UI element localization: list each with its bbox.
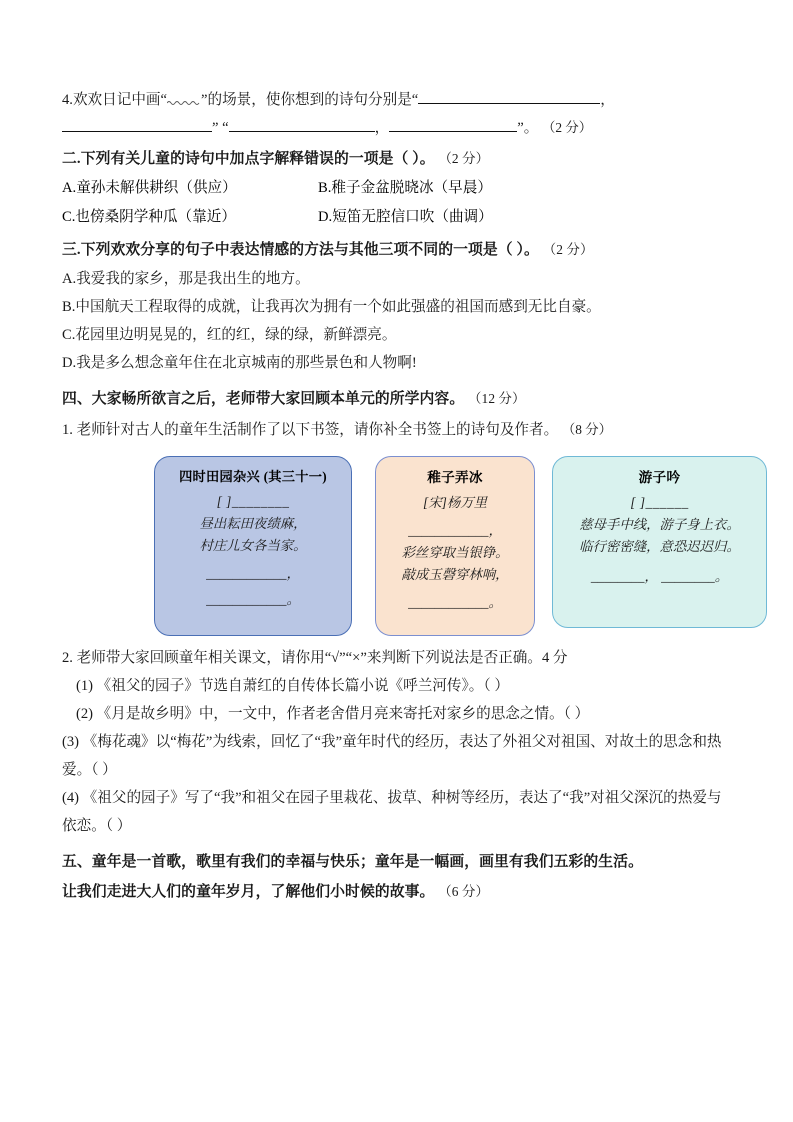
question-4-line-1: 4.欢欢日记中画“ ”的场景，使你想到的诗句分别是“ ， bbox=[62, 86, 734, 114]
bookmark-author-blank[interactable]: [ ]______ bbox=[630, 495, 689, 510]
bookmark-card[interactable] bbox=[154, 456, 352, 636]
section-3-points: （2 分） bbox=[542, 242, 594, 257]
bookmark-title: 稚子弄冰 bbox=[427, 470, 483, 485]
section-4-q1-row bbox=[62, 416, 734, 444]
section-2-points: （2 分） bbox=[438, 151, 490, 166]
answer-blank[interactable] bbox=[62, 116, 212, 132]
exam-content bbox=[62, 86, 740, 907]
bookmark-title: 游子吟 bbox=[638, 470, 681, 485]
section-4-q2-item[interactable]: (2) 《月是故乡明》中，一文中，作者老舍借月亮来寄托对家乡的思念之情。（ ） bbox=[76, 706, 590, 722]
section-2-option-a[interactable]: A.童孙未解供耕织（供应） bbox=[62, 180, 237, 196]
wavy-underline-icon bbox=[167, 92, 201, 106]
section-2-heading-row bbox=[62, 144, 734, 174]
answer-blank[interactable] bbox=[229, 116, 375, 132]
bookmark-card[interactable] bbox=[552, 456, 767, 628]
bookmark-poem-line: 慈母手中线，游子身上衣。 bbox=[579, 517, 740, 532]
section-3-option-c[interactable]: C.花园里边明晃晃的，红的红，绿的绿，新鲜漂亮。 bbox=[62, 327, 397, 343]
section-5-heading-row-2 bbox=[62, 877, 734, 907]
question-4-line-2 bbox=[62, 114, 734, 142]
bookmark-card-group bbox=[62, 454, 740, 640]
section-4-q2-item[interactable]: (3) 《梅花魂》以“梅花”为线索，回忆了“我”童年时代的经历，表达了外祖父对祖国、对故土的思念和热爱。（ ） bbox=[62, 734, 722, 778]
bookmark-poem-line: 临行密密缝，意恐迟迟归。 bbox=[579, 539, 740, 554]
section-4-q2-text: 2. 老师带大家回顾童年相关课文，请你用“√”“×”来判断下列说法是否正确。4 分 bbox=[62, 650, 568, 666]
section-4-q2-item[interactable]: (4) 《祖父的园子》写了“我”和祖父在园子里栽花、拔草、种树等经历，表达了“我”对祖父深沉的热爱与依恋。（ ） bbox=[62, 790, 722, 834]
section-4-q2-item[interactable]: (1) 《祖父的园子》节选自萧红的自传体长篇小说《呼兰河传》。（ ） bbox=[76, 678, 509, 694]
question-4-middle: ”的场景，使你想到的诗句分别是“ bbox=[201, 92, 419, 108]
section-3-heading-row bbox=[62, 235, 734, 265]
bookmark-card[interactable] bbox=[375, 456, 535, 636]
section-2-option-d[interactable]: D.短笛无腔信口吹（曲调） bbox=[318, 209, 493, 225]
answer-blank[interactable] bbox=[418, 88, 600, 104]
section-2-option-row bbox=[62, 174, 734, 203]
bookmark-poem-line: 敲成玉磬穿林响， bbox=[401, 567, 509, 582]
section-4-q1-text: 1. 老师针对古人的童年生活制作了以下书签，请你补全书签上的诗句及作者。 bbox=[62, 422, 559, 438]
bookmark-poem-line: 昼出耘田夜绩麻， bbox=[199, 516, 307, 531]
bookmark-body bbox=[155, 491, 351, 611]
bookmark-answer-blank[interactable]: ____________， bbox=[206, 566, 300, 581]
bookmark-body bbox=[376, 492, 534, 614]
bookmark-poem-line: 村庄儿女各当家。 bbox=[199, 538, 307, 553]
section-5-points: （6 分） bbox=[438, 884, 489, 899]
section-5-heading-line-1: 五、童年是一首歌，歌里有我们的幸福与快乐；童年是一幅画，画里有我们五彩的生活。 bbox=[62, 854, 643, 870]
question-4-line2-a: ” “ bbox=[212, 120, 229, 136]
section-3-option-d[interactable]: D.我是多么想念童年住在北京城南的那些景色和人物啊! bbox=[62, 355, 417, 371]
section-4-points: （12 分） bbox=[468, 391, 526, 406]
question-4-points: （2 分） bbox=[541, 120, 593, 135]
bookmark-answer-blank[interactable]: ____________。 bbox=[206, 592, 300, 607]
question-4-prefix: 4.欢欢日记中画“ bbox=[62, 92, 167, 108]
section-2-option-c[interactable]: C.也傍桑阴学种瓜（靠近） bbox=[62, 209, 236, 225]
bookmark-answer-blank[interactable]: ____________。 bbox=[408, 595, 502, 610]
bookmark-title: 四时田园杂兴 (其三十一) bbox=[179, 469, 327, 484]
section-4-heading-row bbox=[62, 384, 734, 414]
section-3-heading: 三.下列欢欢分享的句子中表达情感的方法与其他三项不同的一项是（ ）。 bbox=[62, 242, 539, 258]
section-2-heading: 二.下列有关儿童的诗句中加点字解释错误的一项是（ ）。 bbox=[62, 151, 435, 167]
section-2-option-row bbox=[62, 203, 734, 232]
section-4-q1-points: （8 分） bbox=[561, 422, 613, 437]
question-4-line2-b: ， bbox=[374, 120, 390, 136]
bookmark-answer-blank[interactable]: ____________， bbox=[408, 523, 502, 538]
bookmark-author-blank[interactable]: [ ]________ bbox=[216, 494, 290, 509]
bookmark-body bbox=[553, 492, 766, 588]
section-2-option-b[interactable]: B.稚子金盆脱晓冰（早晨） bbox=[318, 180, 492, 196]
question-4-line2-c: ”。 bbox=[517, 120, 539, 136]
section-5-heading-line-2: 让我们走进大人们的童年岁月，了解他们小时候的故事。 bbox=[62, 884, 435, 900]
bookmark-poem-line: 彩丝穿取当银铮。 bbox=[401, 545, 509, 560]
section-3-option-a[interactable]: A.我爱我的家乡，那是我出生的地方。 bbox=[62, 271, 310, 287]
bookmark-author: [宋]杨万里 bbox=[423, 495, 487, 510]
answer-blank[interactable] bbox=[389, 116, 517, 132]
section-4-heading: 四、大家畅所欲言之后，老师带大家回顾本单元的所学内容。 bbox=[62, 391, 465, 407]
section-3-option-b[interactable]: B.中国航天工程取得的成就，让我再次为拥有一个如此强盛的祖国而感到无比自豪。 bbox=[62, 299, 601, 315]
bookmark-answer-blank[interactable]: ________， ________。 bbox=[590, 569, 729, 584]
